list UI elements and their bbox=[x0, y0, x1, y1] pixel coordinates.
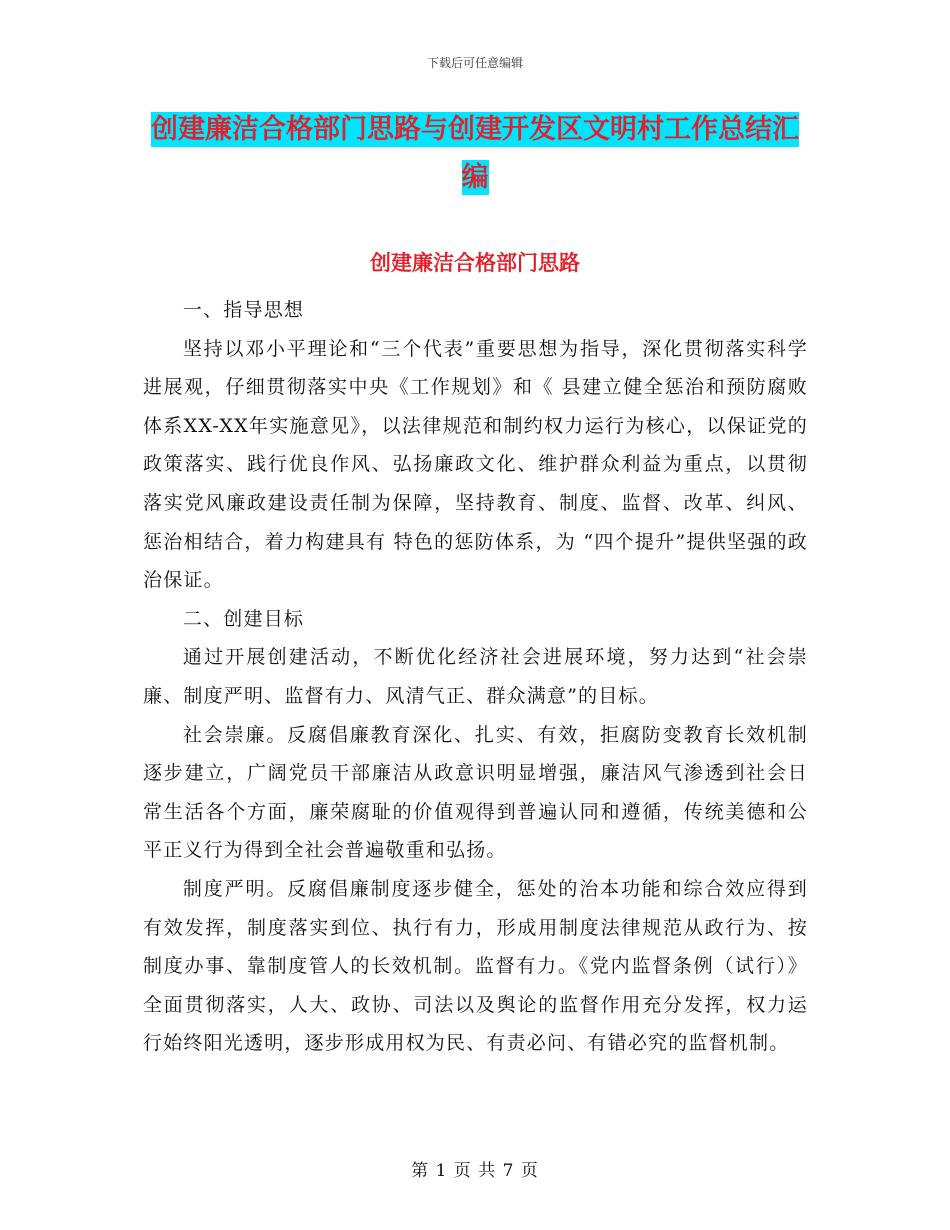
paragraph-strict-system: 制度严明。反腐倡廉制度逐步健全，惩处的治本功能和综合效应得到有效发挥，制度落实到位、执行有力，形成用制度法律规范从政行为、按制度办事、靠制度管人的长效机制。监督有力。《党内监督条例（试行）》全面贯彻落实，人大、政协、司法以及舆论的监督作用充分发挥，权力运行始终阳光透明，逐步形成用权为民、有责必问、有错必究的监督机制。 bbox=[143, 877, 808, 1055]
body-text bbox=[143, 291, 808, 1063]
heading-guiding-ideology: 一、指导思想 bbox=[182, 299, 305, 321]
paragraph-goals: 通过开展创建活动，不断优化经济社会进展环境，努力达到“社会崇廉、制度严明、监督有力、风清气正、群众满意”的目标。 bbox=[143, 646, 808, 707]
header-note: 下载后可任意编辑 bbox=[426, 56, 523, 70]
paragraph-guiding-ideology: 坚持以邓小平理论和“三个代表”重要思想为指导，深化贯彻落实科学进展观，仔细贯彻落实中央《工作规划》和《 县建立健全惩治和预防腐败体系XX-XX年实施意见》，以法律规范和制约权力运行为核心，以保证党的政策落实、践行优良作风、弘扬廉政文化、维护群众利益为重点，以贯彻落实党风廉政建设责任制为保障，坚持教育、制度、监督、改革、纠风、惩治相结合，着力构建具有 特色的惩防体系，为 “四个提升”提供坚强的政治保证。 bbox=[143, 337, 808, 592]
section-title: 创建廉洁合格部门思路 bbox=[370, 251, 580, 275]
paragraph-social-integrity: 社会崇廉。反腐倡廉教育深化、扎实、有效，拒腐防变教育长效机制逐步建立，广阔党员干部廉洁从政意识明显增强，廉洁风气渗透到社会日常生活各个方面，廉荣腐耻的价值观得到普遍认同和遵循，传统美德和公平正义行为得到全社会普遍敬重和弘扬。 bbox=[143, 723, 808, 862]
heading-goals: 二、创建目标 bbox=[182, 607, 305, 630]
page-footer: 第 1 页 共 7 页 bbox=[411, 1161, 539, 1181]
document-title bbox=[140, 106, 810, 202]
document-title-text: 创建廉洁合格部门思路与创建开发区文明村工作总结汇编 bbox=[151, 114, 799, 193]
